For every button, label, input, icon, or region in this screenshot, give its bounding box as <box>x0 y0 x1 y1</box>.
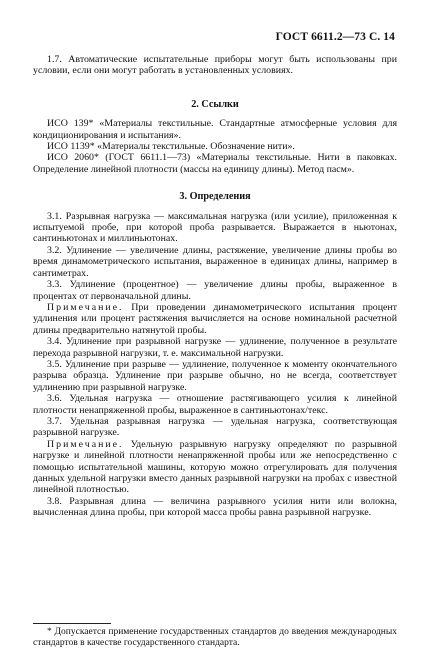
paragraph-1-7: 1.7. Автоматические испытательные приборы могут быть использованы при условии, если они могут работать в установленных условиях. <box>33 54 397 77</box>
paragraph-3-7: 3.7. Удельная разрывная нагрузка — удельная нагрузка, соответствующая разрывной нагрузке. <box>33 415 397 439</box>
note-2 <box>33 439 397 496</box>
document-body <box>33 54 397 519</box>
page-header: ГОСТ 6611.2—73 С. 14 <box>275 31 395 43</box>
note-1 <box>33 302 397 336</box>
footnote-divider <box>33 623 111 624</box>
note-2-label: Примечание. <box>47 438 124 450</box>
section-2-heading: 2. Ссылки <box>191 98 239 110</box>
paragraph-3-4: 3.4. Удлинение при разрывной нагрузке — удлинение, полученное в результате перехода разрывной нагрузки, т. е. максимальной нагрузки. <box>33 336 397 359</box>
note-1-text: При проведении динамометрического испытания процент удлинения или процент растяжения вычисляется на основе номинальной расчетной длины предварительно натянутой пробы. <box>33 301 397 336</box>
note-2-text: Удельную разрывную нагрузку определяют по разрывной нагрузке и линейной плотности ненапряженной пробы или же непосредственно с помощью испытательной машины, которую можно отрегулировать для получения данных удельной нагрузки вместо данных разрывной нагрузки на пробах с известной линейной плотностью. <box>33 438 397 496</box>
section-3-heading: 3. Определения <box>179 191 251 203</box>
note-1-label: Примечание. <box>47 301 124 313</box>
reference-iso-2060: ИСО 2060* (ГОСТ 6611.1—73) «Материалы текстильные. Нити в паковках. Определение линейной плотности (массы на единицу длины). Метод пасм». <box>33 152 397 175</box>
paragraph-3-1: 3.1. Разрывная нагрузка — максимальная нагрузка (или усилие), приложенная к испытуемой пробе, при которой проба разрывается. Выражается в ньютонах, сантиньютонах и миллиньютонах. <box>33 210 397 245</box>
paragraph-3-8: 3.8. Разрывная длина — величина разрывного усилия нити или волокна, вычисленная длина пробы, при которой масса пробы равна разрывной нагрузке. <box>33 495 397 519</box>
paragraph-3-5: 3.5. Удлинение при разрыве — удлинение, полученное к моменту окончательного разрыва образца. Удлинение при разрыве обычно, но не всегда, соответствует удлинению при разрывной нагрузке. <box>33 358 397 393</box>
paragraph-3-2: 3.2. Удлинение — увеличение длины, растяжение, увеличение длины пробы во время динамометрического испытания, выраженное в единицах длины, например в сантиметрах. <box>33 244 397 279</box>
reference-iso-139: ИСО 139* «Материалы текстильные. Стандартные атмосферные условия для кондиционирования и испытания». <box>33 118 397 141</box>
paragraph-3-6: 3.6. Удельная нагрузка — отношение растягивающего усилия к линейной плотности ненапряженной пробы, выраженное в сантиньютонах/текс. <box>33 393 397 416</box>
reference-iso-1139: ИСО 1139* «Материалы текстильные. Обозначение нити». <box>47 141 295 153</box>
footnote: * Допускается применение государственных стандартов до введения международных стандартов в качестве государственного стандарта. <box>33 627 397 649</box>
paragraph-3-3: 3.3. Удлинение (процентное) — увеличение длины пробы, выраженное в процентах от первоначальной длины. <box>33 279 397 302</box>
